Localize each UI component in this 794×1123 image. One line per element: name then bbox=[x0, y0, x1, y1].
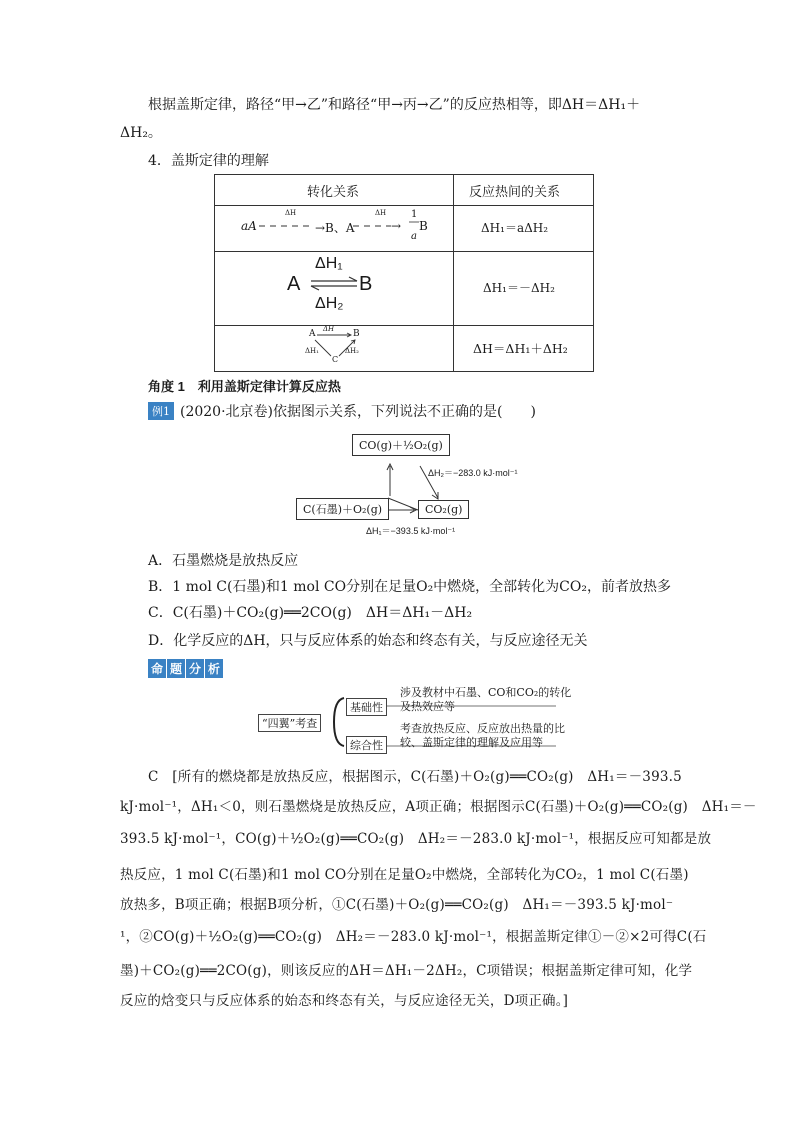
diagram-label-h1: ΔH₁＝−393.5 kJ·mol⁻¹ bbox=[366, 526, 456, 536]
answer-line-1: C [所有的燃烧都是放热反应，根据图示，C(石墨)＋O₂(g)══CO₂(g) ΔH₁＝－393.5 bbox=[148, 769, 682, 785]
intro-line2: ΔH₂。 bbox=[120, 125, 162, 141]
table-header-relation: 反应热间的关系 bbox=[469, 185, 561, 200]
analysis-branch1-text-1: 涉及教材中石墨、CO和CO₂的转化 bbox=[400, 686, 572, 699]
analysis-center: “四翼”考查 bbox=[258, 714, 321, 732]
intro-line1: 根据盖斯定律，路径“甲→乙”和路径“甲→丙→乙”的反应热相等，即ΔH＝ΔH₁＋ bbox=[148, 97, 641, 113]
row1-aA: aA bbox=[241, 219, 257, 233]
row3-dh: ΔH bbox=[323, 325, 335, 333]
analysis-tag-3: 分 bbox=[186, 659, 204, 678]
diagram-box-graphite: C(石墨)＋O₂(g) bbox=[296, 498, 389, 520]
row1-frac-bot: a bbox=[411, 231, 417, 242]
row1-arrow: → bbox=[391, 219, 402, 233]
row3-B: B bbox=[353, 329, 360, 339]
analysis-branch2-text-1: 考查放热反应、反应放出热量的比 bbox=[400, 722, 565, 735]
example-tag: 例1 bbox=[148, 402, 174, 420]
diagram-box-co: CO(g)＋½O₂(g) bbox=[352, 434, 450, 456]
row3-relation: ΔH＝ΔH₁＋ΔH₂ bbox=[473, 341, 568, 356]
analysis-tag-1: 命 bbox=[148, 659, 166, 678]
answer-line-8: 反应的焓变只与反应体系的始态和终态有关，与反应途径无关，D项正确。] bbox=[120, 993, 569, 1009]
row1-relation: ΔH₁＝aΔH₂ bbox=[481, 221, 549, 235]
row3-A: A bbox=[309, 329, 316, 339]
row2-B: B bbox=[359, 273, 373, 295]
row3-dh1: ΔH₁ bbox=[305, 347, 319, 355]
row1-B: B bbox=[419, 219, 428, 233]
row2-A: A bbox=[287, 273, 301, 295]
row3-dh2: ΔH₂ bbox=[345, 347, 359, 355]
analysis-branch-comprehensive: 综合性 bbox=[346, 736, 387, 754]
option-d: D．化学反应的ΔH，只与反应体系的始态和终态有关，与反应途径无关 bbox=[148, 633, 588, 649]
row2-dh2: ΔH₂ bbox=[315, 295, 344, 312]
answer-line-5: 放热多，B项正确；根据B项分析，①C(石墨)＋O₂(g)══CO₂(g) ΔH₁＝－393.5 kJ·mol⁻ bbox=[120, 897, 674, 913]
row2-relation: ΔH₁＝－ΔH₂ bbox=[483, 281, 555, 295]
row3-C: C bbox=[332, 355, 339, 364]
diagram-label-h2: ΔH₂＝−283.0 kJ·mol⁻¹ bbox=[428, 468, 518, 478]
option-b: B．1 mol C(石墨)和1 mol CO分别在足量O₂中燃烧，全部转化为CO₂，前者放热多 bbox=[148, 579, 671, 595]
section4-title: 4．盖斯定律的理解 bbox=[148, 153, 269, 169]
answer-line-4: 热反应，1 mol C(石墨)和1 mol CO分别在足量O₂中燃烧，全部转化为CO₂，1 mol C(石墨) bbox=[120, 867, 689, 883]
answer-line-6: ¹，②CO(g)＋½O₂(g)══CO₂(g) ΔH₂＝－283.0 kJ·mol⁻¹，根据盖斯定律①－②×2可得C(石 bbox=[120, 929, 707, 945]
table-header-conversion: 转化关系 bbox=[307, 185, 360, 200]
analysis-branch1-text-2: 及热效应等 bbox=[400, 700, 455, 713]
analysis-branch-basic: 基础性 bbox=[346, 698, 387, 716]
example-question: (2020·北京卷)依据图示关系，下列说法不正确的是( ) bbox=[180, 404, 536, 420]
diagram-box-co2: CO₂(g) bbox=[418, 500, 469, 519]
answer-line-3: 393.5 kJ·mol⁻¹，CO(g)＋½O₂(g)══CO₂(g) ΔH₂＝－283.0 kJ·mol⁻¹，根据反应可知都是放 bbox=[120, 831, 712, 847]
answer-line-2: kJ·mol⁻¹，ΔH₁＜0，则石墨燃烧是放热反应，A项正确；根据图示C(石墨)＋O₂(g)══CO₂(g) ΔH₁＝－ bbox=[120, 799, 757, 815]
row1-frac-top: 1 bbox=[411, 209, 418, 220]
analysis-tag-2: 题 bbox=[167, 659, 185, 678]
angle-title: 角度 1 利用盖斯定律计算反应热 bbox=[148, 379, 341, 394]
row1-dh-label-1: ΔH bbox=[285, 209, 297, 217]
option-a: A．石墨燃烧是放热反应 bbox=[148, 553, 299, 569]
option-c: C．C(石墨)＋CO₂(g)══2CO(g) ΔH＝ΔH₁－ΔH₂ bbox=[148, 605, 473, 621]
analysis-tag-4: 析 bbox=[205, 659, 223, 678]
row1-middle: →B、A bbox=[315, 221, 355, 235]
analysis-branch2-text-2: 较、盖斯定律的理解及应用等 bbox=[400, 736, 543, 749]
answer-line-7: 墨)＋CO₂(g)══2CO(g)，则该反应的ΔH＝ΔH₁－2ΔH₂，C项错误；根据盖斯定律可知，化学 bbox=[120, 963, 693, 979]
row1-dh-label-2: ΔH bbox=[375, 209, 387, 217]
row2-dh1: ΔH₁ bbox=[315, 255, 343, 272]
